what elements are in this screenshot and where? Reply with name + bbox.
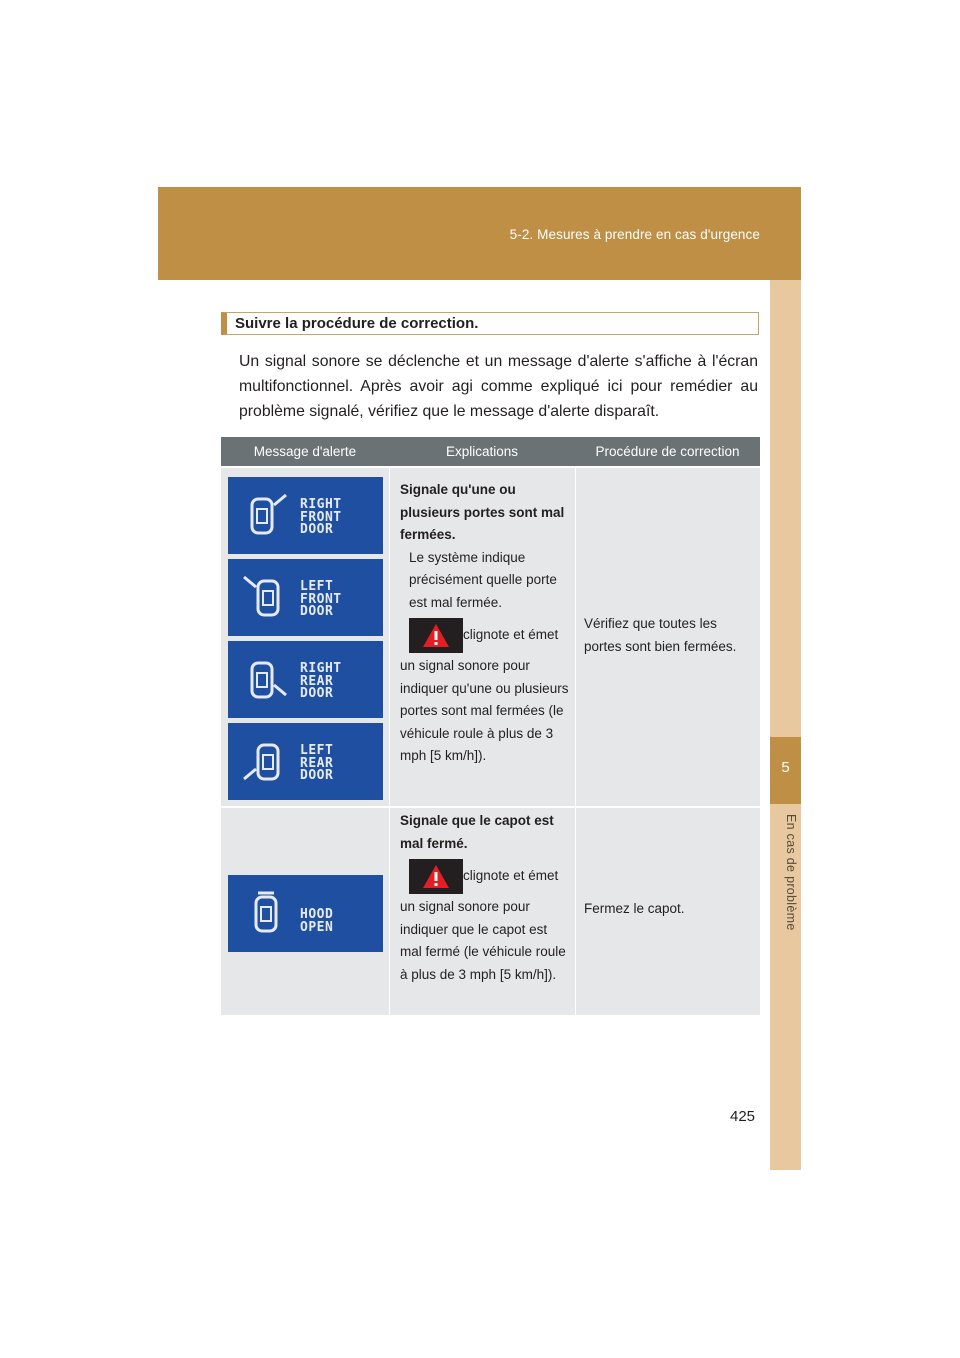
intro-paragraph: Un signal sonore se déclenche et un message d'alerte s'affiche à l'écran multifonctionnel. Après avoir agi comme expliqué ici pour remédier au problème signalé, vérifiez que le message d'alerte disparaît. bbox=[239, 353, 758, 420]
display-text: LEFT REAR DOOR bbox=[300, 743, 334, 783]
explanation-lead: Signale qu'une ou plusieurs portes sont mal fermées. bbox=[400, 482, 565, 542]
explanation-sub: Le système indique précisément quelle porte est mal fermée. bbox=[409, 549, 557, 610]
car-door-open-icon bbox=[228, 641, 300, 718]
page-number: 425 bbox=[730, 1108, 756, 1125]
explanation-warning-line bbox=[400, 859, 572, 894]
explanation-lead: Signale que le capot est mal fermé. bbox=[400, 813, 554, 851]
column-divider bbox=[575, 468, 576, 806]
header-procedure: Procédure de correction bbox=[595, 444, 740, 459]
display-left-rear-door bbox=[228, 723, 383, 800]
display-text: RIGHT FRONT DOOR bbox=[300, 497, 342, 537]
display-right-front-door bbox=[228, 477, 383, 554]
warning-text: clignote et émet bbox=[463, 868, 559, 884]
side-chapter-tab bbox=[770, 737, 801, 804]
explanation-warning-rest: un signal sonore pour indiquer qu'une ou plusieurs portes sont mal fermées (le véhicule roule à plus de 3 mph [5 km/h]). bbox=[400, 658, 569, 763]
table-row-doors bbox=[221, 468, 760, 806]
car-door-open-icon bbox=[228, 477, 300, 554]
column-divider bbox=[389, 468, 390, 806]
column-divider bbox=[389, 808, 390, 1015]
table-row-hood bbox=[221, 808, 760, 1015]
display-text: HOOD OPEN bbox=[300, 907, 334, 935]
warning-triangle-icon bbox=[422, 864, 450, 889]
side-chapter-label: En cas de problème bbox=[784, 814, 798, 931]
explanation-hood bbox=[400, 810, 572, 986]
table-header-row bbox=[221, 437, 760, 466]
display-right-rear-door bbox=[228, 641, 383, 718]
warning-indicator bbox=[409, 859, 463, 894]
car-door-open-icon bbox=[228, 559, 300, 636]
explanation-warning-rest: un signal sonore pour indiquer que le capot est mal fermé (le véhicule roule à plus de 3 mph [5 km/h]). bbox=[400, 899, 566, 982]
header-explanation: Explications bbox=[445, 444, 519, 459]
display-text: LEFT FRONT DOOR bbox=[300, 579, 342, 619]
procedure-doors: Vérifiez que toutes les portes sont bien fermées. bbox=[584, 616, 737, 654]
chapter-header bbox=[158, 187, 801, 280]
display-text: RIGHT REAR DOOR bbox=[300, 661, 342, 701]
warning-triangle-icon bbox=[422, 623, 450, 648]
warning-indicator bbox=[409, 618, 463, 653]
side-chapter-number: 5 bbox=[781, 759, 790, 776]
display-left-front-door bbox=[228, 559, 383, 636]
display-hood-open bbox=[228, 875, 383, 952]
section-heading-text: Suivre la procédure de correction. bbox=[235, 315, 479, 332]
section-heading bbox=[221, 312, 759, 335]
column-divider bbox=[575, 808, 576, 1015]
car-door-open-icon bbox=[228, 723, 300, 800]
side-thumb-band bbox=[770, 280, 801, 1170]
explanation-doors bbox=[400, 479, 572, 768]
chapter-section-title: 5-2. Mesures à prendre en cas d'urgence bbox=[509, 227, 760, 242]
procedure-hood: Fermez le capot. bbox=[584, 901, 685, 916]
car-hood-open-icon bbox=[228, 875, 300, 952]
explanation-warning-line bbox=[400, 618, 572, 653]
warning-text: clignote et émet bbox=[463, 627, 559, 643]
header-message: Message d'alerte bbox=[253, 444, 357, 459]
